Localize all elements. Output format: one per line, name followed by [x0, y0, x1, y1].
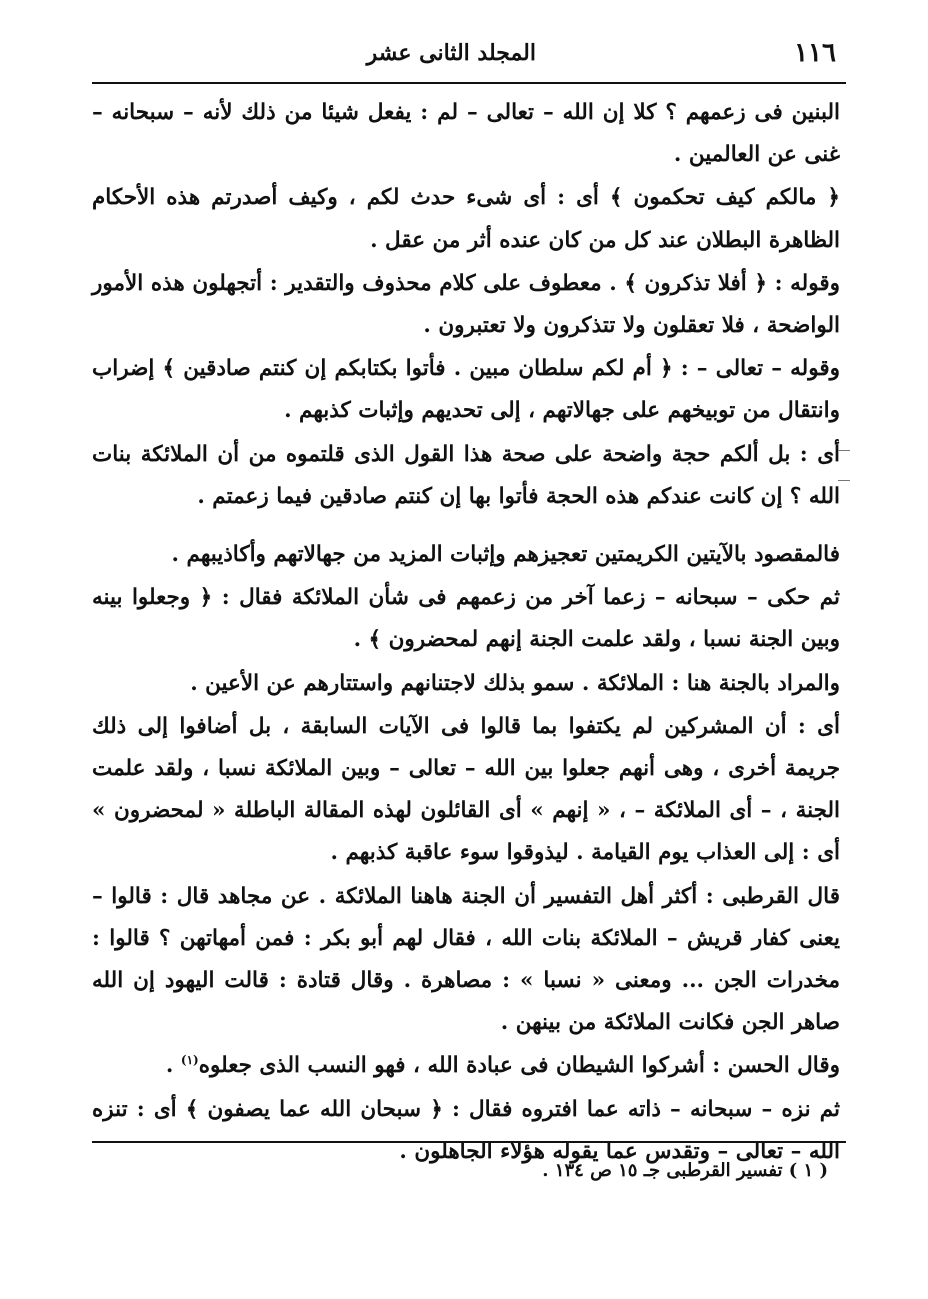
footnote-divider: [92, 1141, 846, 1143]
margin-mark: [838, 450, 850, 451]
page-number: ١١٦: [794, 38, 836, 68]
paragraph: ثم نزه – سبحانه – ذاته عما افتروه فقال : ﴿ سبحان الله عما يصفون ﴾ أى : تنزه الله – تعالى – وتقدس عما يقوله هؤلاء الجاهلون .: [92, 1096, 840, 1164]
footnote-marker: (١): [180, 1053, 199, 1068]
paragraph: قال القرطبى : أكثر أهل التفسير أن الجنة هاهنا الملائكة . عن مجاهد قال : قالوا – يعنى كفار قريش – الملائكة بنات الله ، فقال لهم أبو بكر : فمن أمهاتهن ؟ قالوا : مخدرات الجن ... ومعنى « نسبا » : مصاهرة . وقال قتادة : قالت اليهود إن الله صاهر الجن فكانت الملائكة من بينهن .: [92, 883, 840, 1036]
header-divider: [92, 82, 846, 84]
paragraph-with-footnote: [92, 1045, 840, 1087]
running-head: [92, 38, 836, 74]
margin-mark: [838, 480, 850, 481]
paragraph: ﴿ مالكم كيف تحكمون ﴾ أى : أى شىء حدث لكم ، وكيف أصدرتم هذه الأحكام الظاهرة البطلان عند كل من كان عنده أثر من عقل .: [92, 185, 840, 253]
paragraph: فالمقصود بالآيتين الكريمتين تعجيزهم وإثبات المزيد من جهالاتهم وأكاذيبهم .: [171, 542, 840, 568]
paragraph-end: .: [165, 1053, 181, 1079]
paragraph: أى : بل ألكم حجة واضحة على صحة هذا القول الذى قلتموه من أن الملائكة بنات الله ؟ إن كانت عندكم هذه الحجة فأتوا بها إن كنتم صادقين فيما زعمتم .: [92, 441, 840, 509]
paragraph: وقوله : ﴿ أفلا تذكرون ﴾ . معطوف على كلام محذوف والتقدير : أتجهلون هذه الأمور الواضحة ، فلا تعقلون ولا تتذكرون ولا تعتبرون .: [92, 270, 840, 339]
footnote: ( ١ ) تفسير القرطبى جـ ١٥ ص ١٣٤ .: [542, 1160, 828, 1181]
paragraph-text: وقال الحسن : أشركوا الشيطان فى عبادة الله ، فهو النسب الذى جعلوه: [198, 1053, 840, 1079]
paragraph: البنين فى زعمهم ؟ كلا إن الله – تعالى – لم : يفعل شيئا من ذلك لأنه – سبحانه – غنى عن العالمين .: [92, 100, 840, 168]
volume-title: المجلد الثانى عشر: [366, 40, 536, 66]
paragraph: وقوله – تعالى – : ﴿ أم لكم سلطان مبين . فأتوا بكتابكم إن كنتم صادقين ﴾ إضراب وانتقال من توبيخهم على جهالاتهم ، إلى تحديهم وإثبات كذبهم .: [92, 356, 840, 424]
paragraph: أى : أن المشركين لم يكتفوا بما قالوا فى الآيات السابقة ، بل أضافوا إلى ذلك جريمة أخرى ، وهى أنهم جعلوا بين الله – تعالى – وبين الملائكة نسبا ، ولقد علمت الجنة ، – أى الملائكة – ، « إنهم » أى القائلون لهذه المقالة الباطلة « لمحضرون » أى : إلى العذاب يوم القيامة . ليذوقوا سوء عاقبة كذبهم .: [92, 713, 840, 866]
paragraph: والمراد بالجنة هنا : الملائكة . سمو بذلك لاجتنانهم واستتارهم عن الأعين .: [190, 670, 840, 696]
paragraph: ثم حكى – سبحانه – زعما آخر من زعمهم فى شأن الملائكة فقال : ﴿ وجعلوا بينه وبين الجنة نسبا ، ولقد علمت الجنة إنهم لمحضرون ﴾ .: [92, 585, 840, 653]
main-text: [92, 92, 840, 1174]
